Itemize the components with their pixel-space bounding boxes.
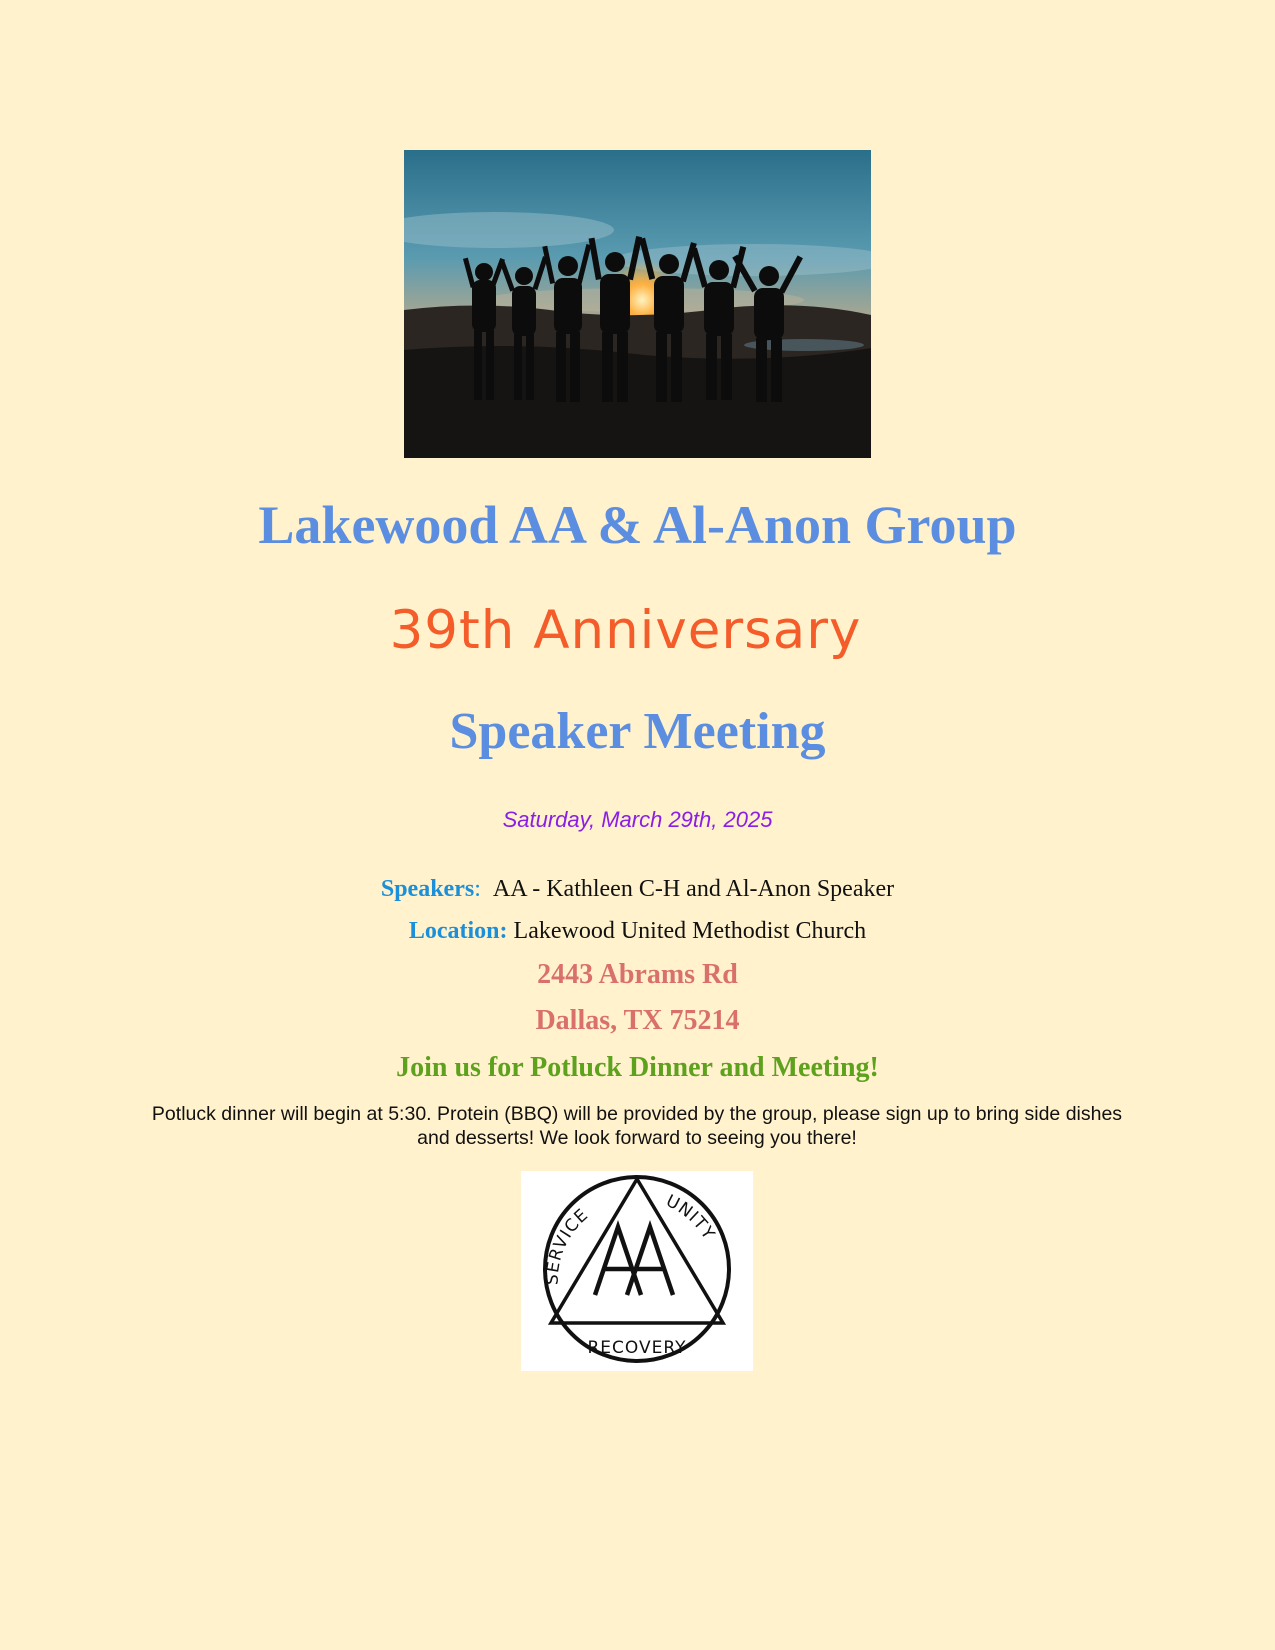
address-street: 2443 Abrams Rd: [537, 959, 738, 990]
speakers-label: Speakers: [380, 876, 475, 902]
anniversary-heading: 39th Anniversary: [389, 600, 862, 661]
speakers-value: AA - Kathleen C-H and Al-Anon Speaker: [492, 876, 895, 902]
event-date: Saturday, March 29th, 2025: [502, 807, 773, 832]
aa-circle-triangle-icon: [521, 1171, 753, 1371]
location-label: Location:: [408, 918, 508, 944]
speakers-separator: :: [474, 876, 481, 902]
address-city: Dallas, TX 75214: [535, 1005, 740, 1036]
location-line: [0, 916, 1275, 946]
potluck-invite: Join us for Potluck Dinner and Meeting!: [396, 1052, 879, 1083]
logo-word-unity: UNITY: [662, 1191, 719, 1244]
speakers-line: [0, 874, 1275, 904]
logo-word-recovery: RECOVERY: [587, 1338, 687, 1358]
aa-logo: [521, 1171, 753, 1371]
event-type-heading: Speaker Meeting: [449, 703, 826, 760]
logo-word-service: SERVICE: [542, 1204, 593, 1286]
sunset-group-photo: [404, 150, 871, 458]
potluck-details: Potluck dinner will begin at 5:30. Protein (BBQ) will be provided by the group, please sign up to bring side dishes and desserts! We look forward to seeing you there!: [151, 1103, 1123, 1149]
location-value: Lakewood United Methodist Church: [513, 918, 867, 944]
group-title: Lakewood AA & Al-Anon Group: [258, 495, 1017, 555]
